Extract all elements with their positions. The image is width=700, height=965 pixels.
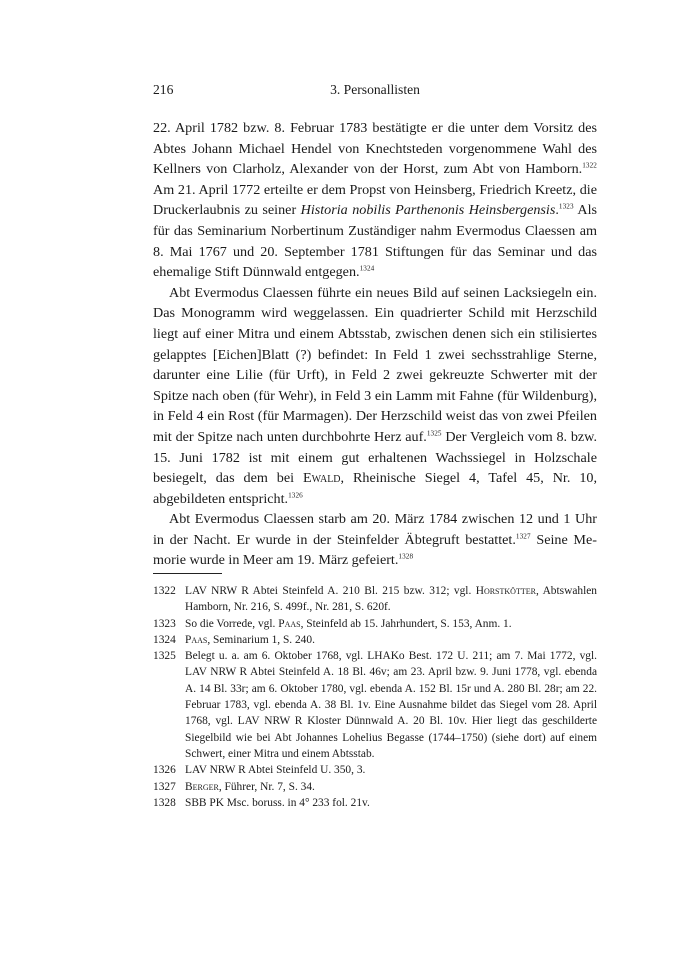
paragraph bbox=[153, 509, 597, 571]
footnote-text bbox=[185, 779, 597, 795]
paragraph bbox=[153, 118, 597, 283]
footnote bbox=[153, 648, 597, 762]
text-run: , Seminarium 1, S. 240. bbox=[207, 633, 315, 646]
author-name: Ewald bbox=[303, 470, 341, 487]
italic-title: Historia nobilis Parthenonis Heinsbergensis bbox=[300, 202, 556, 219]
footnote-number: 1323 bbox=[153, 617, 176, 630]
text-run: Am 21. April 1772 erteilte er dem Propst von Heinsberg, Friedrich Kreetz, die Druckerlaubnis zu seiner bbox=[153, 181, 597, 219]
text-run: Belegt u. a. am 6. Oktober 1768, vgl. LHAKo Best. 172 U. 211; am 7. Mai 1772, vgl. LAV NRW R Abtei Steinfeld A. 18 Bl. 46v; am 23. April bzw. 9. Juni 1778, vgl. ebenda A. 14 Bl. 33r; am 6. Oktober 1780, vgl. ebenda A. 152 Bl. 15r und A. 280 Bl. 28r; am 22. Februar 1783, vgl. ebenda A. 38 Bl. 1v. Eine Ausnahme bildet das Siegel vom 28. April 1768, vgl. LAV NRW R Kloster Dünnwald A. 20 Bl. 10v. Hier liegt das geschilderte Siegelbild wie bei Abt Johannes Lohelius Begasse (1744–1750) (siehe dort) auf einem Schwert, einer Mitra und einem Abtsstab. bbox=[185, 650, 597, 760]
footnote bbox=[153, 779, 597, 795]
footnote-number: 1322 bbox=[153, 585, 176, 597]
footnote-text bbox=[185, 632, 597, 648]
text-run: Als für das Seminarium Norbertinum Zuständiger nahm Evermodus Claessen am 8. Mai 1767 und 20. September 1781 Stiftungen für das Seminar und das ehemalige Stift Dünnwald entgegen. bbox=[153, 202, 598, 281]
text-run: 22. April 1782 bzw. 8. Februar 1783 bestätigte er die unter dem Vorsitz des Abtes Johann Michael Hendel von Knechtsteden vorgenommene Wahl des Kellners von Clarholz, Alexander von der Horst, zum Abt von Hamborn. bbox=[153, 120, 597, 178]
footnote bbox=[153, 762, 597, 778]
footnote-text bbox=[185, 648, 597, 762]
text-run: LAV NRW R Abtei Steinfeld U. 350, 3. bbox=[185, 764, 366, 777]
text-run: . bbox=[555, 202, 559, 219]
author-name: Paas bbox=[278, 617, 301, 630]
text-run: Der Vergleich vom 8. bzw. 15. Juni 1782 ist mit einem gut erhaltenen Wachssiegel in Holzschale besiegelt, das dem bei bbox=[153, 428, 597, 487]
author-name: Berger bbox=[185, 780, 219, 793]
footnote-text bbox=[185, 795, 597, 811]
text-run: , Führer, Nr. 7, S. 34. bbox=[218, 780, 315, 793]
text-run: So die Vorrede, vgl. bbox=[185, 617, 279, 630]
footnote-number: 1325 bbox=[153, 650, 176, 663]
footnote-number: 1326 bbox=[153, 764, 176, 777]
text-run: SBB PK Msc. boruss. in 4° 233 fol. 21v. bbox=[185, 796, 370, 809]
footnote bbox=[153, 632, 597, 648]
page-header bbox=[153, 82, 597, 104]
footnote-text bbox=[185, 762, 597, 778]
footnote bbox=[153, 616, 597, 632]
text-run: LAV NRW R Abtei Steinfeld A. 210 Bl. 215 bzw. 312; vgl. bbox=[185, 585, 476, 597]
footnote-ref: 1328 bbox=[398, 552, 414, 561]
footnote-number: 1328 bbox=[153, 796, 176, 809]
running-title: 3. Personallisten bbox=[330, 82, 420, 97]
author-name: Paas bbox=[185, 633, 208, 646]
footnote-ref: 1325 bbox=[426, 429, 442, 438]
footnote-number: 1327 bbox=[153, 780, 176, 793]
text-run: , Rheinische Siegel 4, Tafel 45, Nr. 10, abgebildeten entspricht. bbox=[153, 470, 597, 507]
footnotes bbox=[153, 583, 597, 811]
footnote-text bbox=[185, 583, 597, 616]
footnote-separator bbox=[153, 573, 222, 574]
text-run: Seine Memorie wurde in Meer am 19. März gefeiert. bbox=[153, 531, 597, 569]
text-run: Abt Evermodus Claessen führte ein neues Bild auf seinen Lacksiegeln ein. Das Monogramm wird weggelassen. Ein quadrierter Schild mit Herzschild liegt auf einer Mitra und einem Abtsstab, zwischen denen sich ein stilisiertes gelapptes [Eichen]Blatt (?) befindet: In Feld 1 zwei sechsstrahlige Sterne, darunter eine Lilie (für Urft), in Feld 2 zwei gekreuzte Schwerter mit der Spitze nach oben (für Wehr), in Feld 3 ein Lamm mit Fahne (für Wildenburg), in Feld 4 ein Rost (für Marmagen). Der Herzschild weist das von zwei Pfeilen mit der Spitze nach unten durchbohrte Herz auf. bbox=[153, 284, 597, 445]
page-number: 216 bbox=[153, 82, 174, 97]
footnote-ref: 1324 bbox=[359, 264, 375, 273]
footnote-ref: 1322 bbox=[582, 161, 597, 170]
author-name: Horstkötter bbox=[475, 585, 536, 597]
text-run: Abt Evermodus Claessen starb am 20. März 1784 zwischen 12 und 1 Uhr in der Nacht. Er wurde in der Steinfelder Äbtegruft bestattet. bbox=[153, 511, 597, 548]
footnote-ref: 1326 bbox=[288, 491, 303, 500]
footnote-ref: 1327 bbox=[515, 532, 531, 541]
paragraph bbox=[153, 283, 597, 510]
text-run: , Abtswahlen Hamborn, Nr. 216, S. 499f., Nr. 281, S. 620f. bbox=[185, 585, 597, 614]
footnote bbox=[153, 583, 597, 616]
footnote-ref: 1323 bbox=[558, 202, 574, 211]
footnote-number: 1324 bbox=[153, 633, 176, 646]
text-run: , Steinfeld ab 15. Jahrhundert, S. 153, Anm. 1. bbox=[300, 617, 512, 630]
body-text bbox=[153, 118, 597, 571]
footnote bbox=[153, 795, 597, 811]
footnote-text bbox=[185, 616, 597, 632]
